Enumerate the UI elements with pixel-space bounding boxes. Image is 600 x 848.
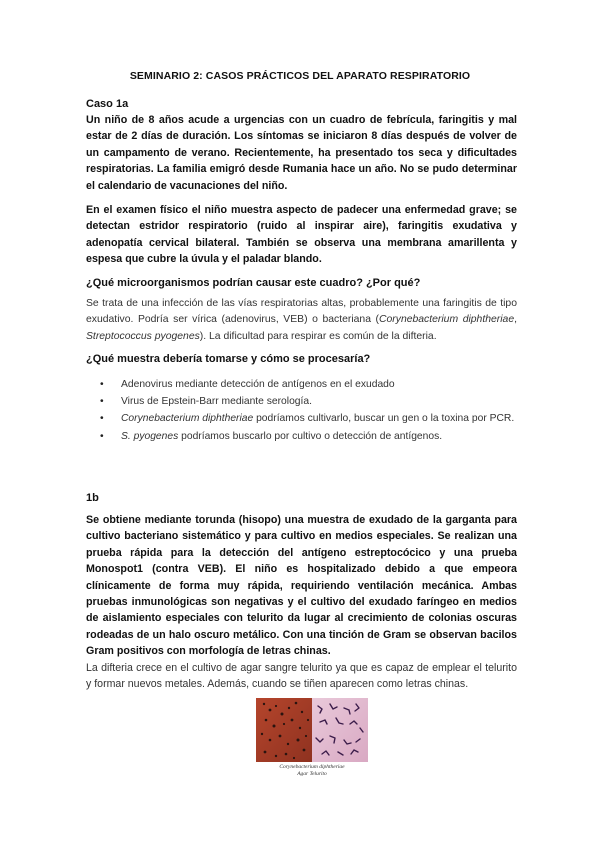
list-item: • S. pyogenes podríamos buscarlo por cultivo o detección de antígenos. — [100, 429, 517, 445]
organism-name: Streptococcus pyogenes — [86, 330, 200, 342]
case-1a-heading: Caso 1a — [86, 98, 129, 110]
case-1a-paragraph-1: Un niño de 8 años acude a urgencias con un cuadro de febrícula, faringitis y mal estar de 2 días de duración. Los síntomas se iniciaron 8 días después de volver de un campamento de verano. Recientemente, ha presentado tos seca y dificultades respiratorias. La familia emigró desde Rumania hace un año. No se pudo determinar el calendario de vacunaciones del niño. — [86, 114, 517, 192]
question-microorganisms: ¿Qué microorganismos podrían causar este cuadro? ¿Por qué? — [86, 277, 421, 289]
case-1b-paragraph: Se obtiene mediante torunda (hisopo) una muestra de exudado de la garganta para cultivo bacteriano sistemático y para cultivo en medios especiales. Se realizan una prueba rápida para la detección del antígeno estreptocócico y una prueba Monospot1 (contra VEB). El niño es hospitalizado debido a que empeora clínicamente de forma muy rápida, requiriendo ventilación mecánica. Ambas pruebas inmunológicas son negativas y el cultivo del exudado faríngeo en medios de aislamiento especiales con telurito da lugar al crecimiento de colonias oscuras rodeadas de un halo oscuro metálico. Con una tinción de Gram se observan bacilos Gram positivos con morfología de letras chinas. — [86, 514, 517, 658]
list-item: • Adenovirus mediante detección de antígenos en el exudado — [100, 377, 517, 393]
organism-name: Corynebacterium diphtheriae — [379, 314, 515, 326]
list-item: • Virus de Epstein-Barr mediante serología. — [100, 394, 517, 410]
case-1a-paragraph-2: En el examen físico el niño muestra aspecto de padecer una enfermedad grave; se detectan estridor respiratorio (ruido al inspirar aire), faringitis exudativa y adenopatía cervical bilateral. También se observa una membrana amarillenta y espesa que cubre la úvula y el paladar blando. — [86, 204, 517, 266]
agar-tellurite-culture-image — [256, 698, 368, 762]
figure-caption: Corynebacterium diphtheriae Agar Telurito — [279, 764, 345, 777]
sample-bullet-list — [100, 377, 517, 446]
document-title: SEMINARIO 2: CASOS PRÁCTICOS DEL APARATO RESPIRATORIO — [129, 70, 471, 82]
list-item: • Corynebacterium diphtheriae podríamos cultivarlo, buscar un gen o la toxina por PCR. — [100, 411, 517, 427]
answer-microorganisms: Se trata de una infección de las vías respiratorias altas, probablemente una faringitis de tipo exudativo. Podría ser vírica (adenovirus, VEB) o bacteriana (Corynebacterium diphtheriae, Streptococcus pyogenes). La dificultad para respirar es común de la difteria. — [86, 298, 517, 342]
case-1b-answer: La difteria crece en el cultivo de agar sangre telurito ya que es capaz de emplear el telurito y formar nuevos metales. Además, cuando se tiñen aparecen como letras chinas. — [86, 662, 517, 691]
case-1b-heading: 1b — [86, 492, 99, 504]
question-sample: ¿Qué muestra debería tomarse y cómo se procesaría? — [86, 353, 371, 365]
